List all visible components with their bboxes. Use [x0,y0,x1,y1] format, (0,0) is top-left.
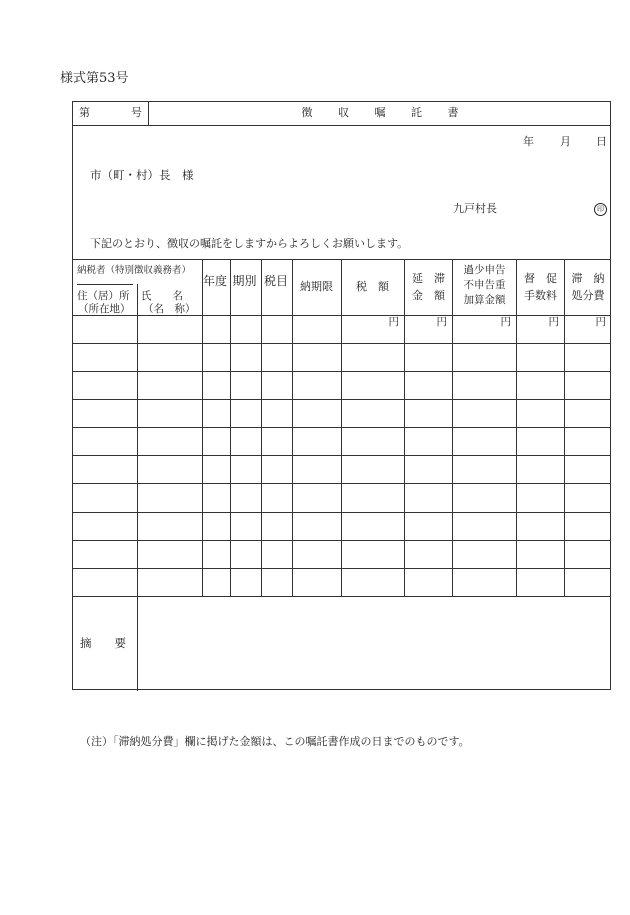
number-suffix: 号 [131,106,142,119]
header-delinquency-2: 金 額 [412,289,445,302]
col-line [516,259,517,596]
yen-tax-amount: 円 [388,316,399,328]
sender-name: 九戸村長 [453,202,497,215]
header-penalty-3: 加算金額 [463,294,506,306]
number-label: 第 [79,106,90,119]
col-line [341,259,342,596]
header-disposition-1: 滞 納 [571,272,605,285]
header-dunning-2: 手数料 [524,289,557,302]
seal-mark [594,202,607,216]
header-due: 納期限 [300,280,333,293]
yen-disposition: 円 [595,316,606,328]
taxpayer-split-rule [77,284,133,285]
remarks-label: 摘 要 [80,636,126,650]
col-line [452,259,453,596]
header-tax-item: 税目 [263,274,288,288]
header-address-sub: （所在地） [78,303,131,315]
date-month: 月 [560,135,571,148]
col-line [230,259,231,596]
remarks-divider [137,596,138,691]
col-line [137,284,138,596]
col-line [202,259,203,596]
request-text: 下記のとおり、徴収の嘱託をしますからよろしくお願いします。 [90,237,409,250]
form-number: 様式第53号 [60,71,129,86]
header-penalty-2: 不申告重 [463,279,506,291]
addressee: 市（町・村）長 様 [90,168,194,182]
col-line [261,259,262,596]
header-taxpayer: 納税者（特別徴収義務者） [77,265,192,276]
header-address: 住（居）所 [77,290,130,302]
yen-delinquency: 円 [436,316,447,328]
title-rule [73,125,610,126]
header-year: 年度 [203,274,228,288]
header-tax-amount: 税 額 [356,280,389,293]
date-day: 日 [596,135,607,148]
footnote: （注）「滞納処分費」欄に掲げた金額は、この嘱託書作成の日までのものです。 [80,735,470,748]
date-year: 年 [523,135,534,148]
header-period: 期別 [232,274,257,288]
commission-form [72,101,611,690]
header-dunning-1: 督 促 [524,272,557,285]
yen-penalty: 円 [500,316,511,328]
form-title: 徴 収 嘱 託 書 [301,106,459,119]
col-line [404,259,405,596]
header-delinquency-1: 延 滞 [412,272,445,285]
header-name: 氏 名 [141,290,183,302]
header-disposition-2: 処分費 [571,289,605,302]
yen-dunning: 円 [548,316,559,328]
seal-icon: 印 [594,203,607,216]
col-line [564,259,565,596]
header-name-sub: （名 称） [143,303,196,315]
remarks-top-rule [73,596,610,597]
header-penalty-1: 過少申告 [463,264,506,276]
col-line [292,259,293,596]
